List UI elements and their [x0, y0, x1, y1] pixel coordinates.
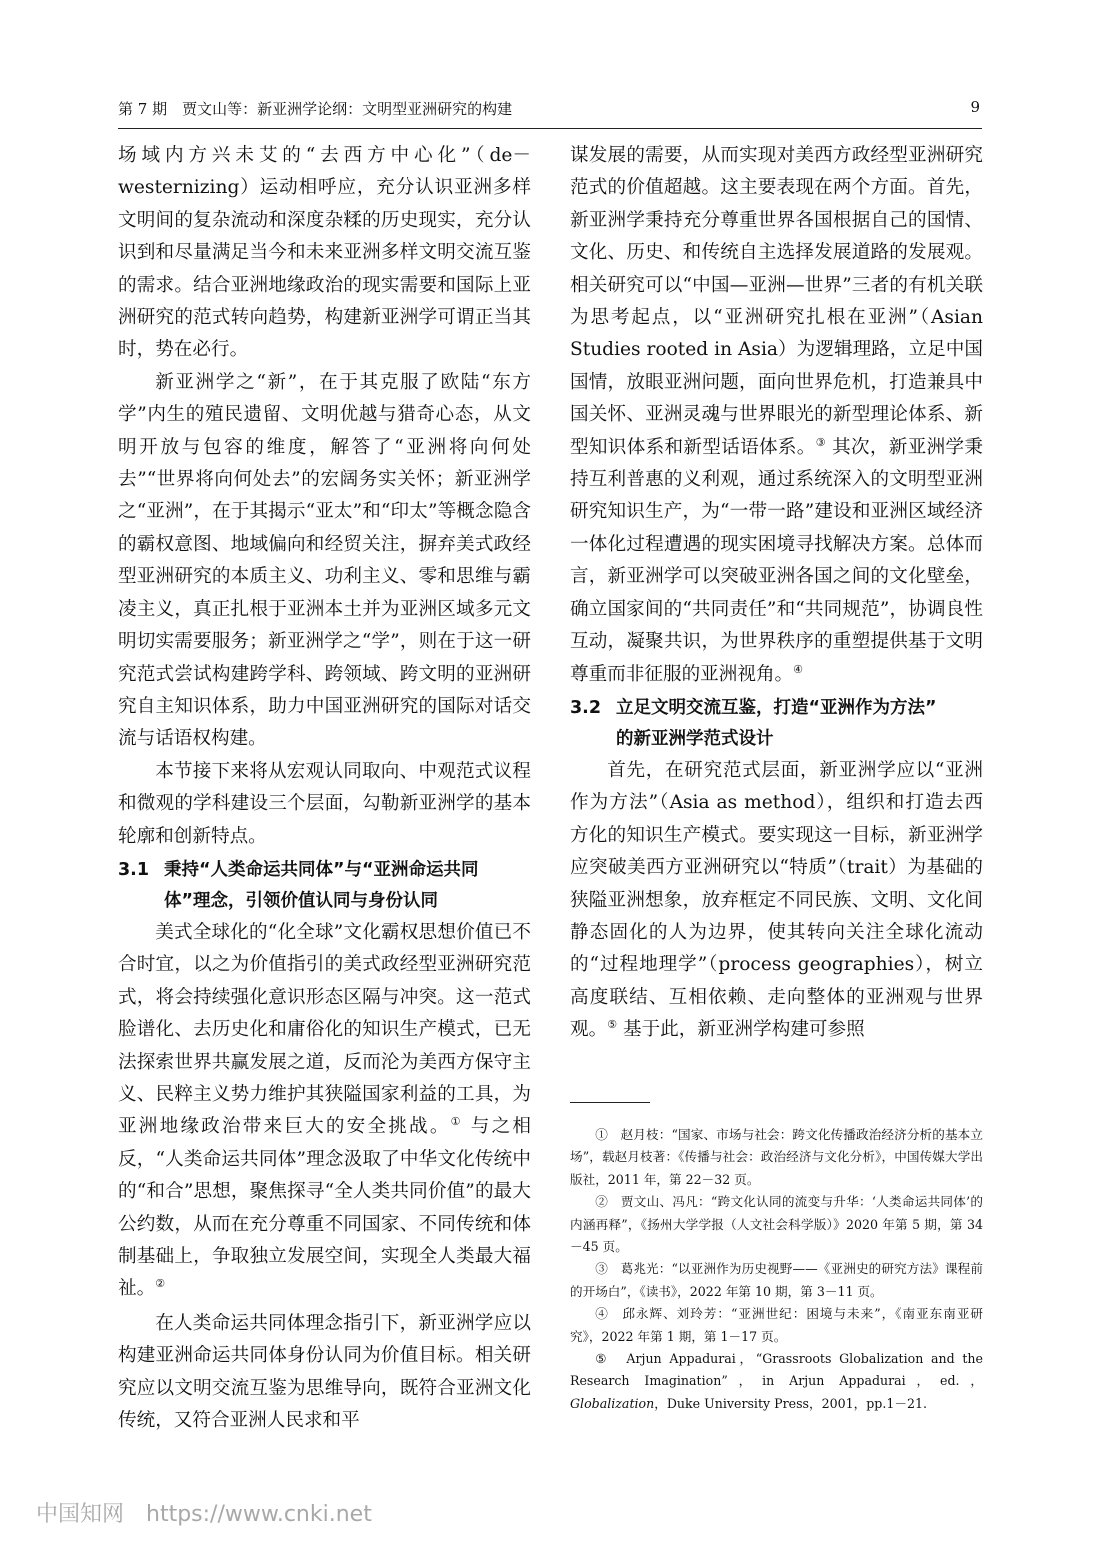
- footnote-divider: [570, 1102, 650, 1103]
- section-heading-line: 体”理念，引领价值认同与身份认同: [164, 890, 439, 911]
- paragraph-text: 与之相反，“人类命运共同体”理念汲取了中华文化传统中的“和合”思想，聚焦探寻“全人类共同价值”的最大公约数，从而在充分尊重不同国家、不同传统和体制基础上，争取独立发展空间，实现全人类最大福祉。: [118, 1116, 531, 1300]
- footnote-ref-1[interactable]: ①: [450, 1115, 463, 1129]
- paragraph: [118, 917, 531, 1306]
- section-heading-line: 立足文明交流互鉴，打造“亚洲作为方法”: [616, 697, 937, 718]
- paragraph-text: 谋发展的需要，从而实现对美西方政经型亚洲研究范式的价值超越。这主要表现在两个方面。首先，新亚洲学秉持充分尊重世界各国根据自己的国情、文化、历史、和传统自主选择发展道路的发展观。相关研究可以“中国—亚洲—世界”三者的有机关联为思考起点，以“亚洲研究扎根在亚洲”（Asian Studies rooted in Asia）为逻辑理路，立足中国国情，放眼亚洲问题，面向世界危机，打造兼具中国关怀、亚洲灵魂与世界眼光的新型理论体系、新型知识体系和新型话语体系。: [570, 145, 983, 458]
- footnote-text: ⑤ Arjun Appadurai，“Grassroots Globalization and the Research Imagination”，in Arjun Appadurai，ed.，: [570, 1351, 983, 1389]
- section-number: 3.1: [118, 859, 150, 880]
- cnki-watermark: [36, 1497, 372, 1528]
- paragraph: 新亚洲学之“新”，在于其克服了欧陆“东方学”内生的殖民遗留、文明优越与猎奇心态，从文明开放与包容的维度，解答了“亚洲将向何处去”“世界将向何处去”的宏阔务实关怀；新亚洲学之“亚洲”，在于其揭示“亚太”和“印太”等概念隐含的霸权意图、地域偏向和经贸关注，摒弃美式政经型亚洲研究的本质主义、功利主义、零和思维与霸凌主义，真正扎根于亚洲本土并为亚洲区域多元文明切实需要服务；新亚洲学之“学”，则在于这一研究范式尝试构建跨学科、跨领域、跨文明的亚洲研究自主知识体系，助力中国亚洲研究的国际对话交流与话语权构建。: [118, 371, 531, 750]
- footnote-4: ④ 邱永辉、刘玲芳：“亚洲世纪：困境与未来”，《南亚东南亚研究》，2022 年第 1 期，第 1－17 页。: [570, 1306, 983, 1344]
- section-heading-line: 秉持“人类命运共同体”与“亚洲命运共同: [164, 859, 479, 880]
- section-heading-3-2: [570, 693, 983, 755]
- footnote-ref-4[interactable]: ④: [793, 662, 804, 676]
- paragraph-text: 基于此，新亚洲学构建可参照: [617, 1019, 865, 1041]
- footnote-book-title: Globalization: [570, 1395, 655, 1411]
- left-column: [118, 140, 531, 1437]
- paragraph-text: 美式全球化的“化全球”文化霸权思想价值已不合时宜，以之为价值指引的美式政经型亚洲研究范式，将会持续强化意识形态区隔与冲突。这一范式脸谱化、去历史化和庸俗化的知识生产模式，已无法探索世界共赢发展之道，反而沦为美西方保守主义、民粹主义势力维护其狭隘国家利益的工具，为亚洲地缘政治带来巨大的安全挑战。: [118, 921, 531, 1138]
- paragraph: 场域内方兴未艾的“去西方中心化”（de－westernizing）运动相呼应，充分认识亚洲多样文明间的复杂流动和深度杂糅的历史现实，充分认识到和尽量满足当今和未来亚洲多样文明交流互鉴的需求。结合亚洲地缘政治的现实需要和国际上亚洲研究的范式转向趋势，构建新亚洲学可谓正当其时，势在必行。: [118, 145, 531, 361]
- paragraph: 本节接下来将从宏观认同取向、中观范式议程和微观的学科建设三个层面，勾勒新亚洲学的基本轮廓和创新特点。: [118, 760, 531, 847]
- footnote-text: ，Duke University Press，2001，pp.1－21.: [654, 1395, 928, 1411]
- footnote-5: [570, 1348, 983, 1415]
- footnote-1: ① 赵月枝：“国家、市场与社会：跨文化传播政治经济分析的基本立场”，载赵月枝著：《传播与社会：政治经济与文化分析》，中国传媒大学出版社，2011 年，第 22－32 页。: [570, 1127, 983, 1187]
- paragraph-text: 首先，在研究范式层面，新亚洲学应以“亚洲作为方法”（Asia as method），组织和打造去西方化的知识生产模式。要实现这一目标，新亚洲学应突破美西方亚洲研究以“特质”（trait）为基础的狭隘亚洲想象，放弃框定不同民族、文明、文化间静态固化的人为边界，使其转向关注全球化流动的“过程地理学”（process geographies），树立高度联结、互相依赖、走向整体的亚洲观与世界观。: [570, 759, 983, 1041]
- watermark-brand: 中国知网: [36, 1502, 125, 1527]
- running-header: [118, 92, 982, 129]
- footnote-ref-3[interactable]: ③: [815, 435, 826, 449]
- footnotes: [570, 1124, 983, 1415]
- footnote-2: ② 贾文山、冯凡：“跨文化认同的流变与升华：‘人类命运共同体’的内涵再释”，《扬州大学学报（人文社会科学版）》2020 年第 5 期，第 34－45 页。: [570, 1194, 983, 1255]
- page-number: 9: [970, 98, 980, 116]
- section-number: 3.2: [570, 697, 602, 718]
- paragraph: 在人类命运共同体理念指引下，新亚洲学应以构建亚洲命运共同体身份认同为价值目标。相关研究应以文明交流互鉴为思维导向，既符合亚洲文化传统，又符合亚洲人民求和平: [118, 1312, 531, 1432]
- footnote-ref-2[interactable]: ②: [155, 1277, 166, 1291]
- footnote-ref-5[interactable]: ⑤: [607, 1017, 618, 1031]
- paragraph: [570, 755, 983, 1047]
- section-heading-line: 的新亚洲学范式设计: [616, 728, 774, 749]
- header-title: 第 7 期 贾文山等：新亚洲学论纲：文明型亚洲研究的构建: [118, 100, 513, 118]
- footnote-3: ③ 葛兆光：“以亚洲作为历史视野——《亚洲史的研究方法》课程前的开场白”，《读书》，2022 年第 10 期，第 3－11 页。: [570, 1261, 983, 1299]
- paragraph: [570, 140, 983, 691]
- watermark-url[interactable]: https://www.cnki.net: [146, 1502, 372, 1527]
- right-column: [570, 140, 983, 1047]
- section-heading-3-1: [118, 855, 531, 917]
- paragraph-text: 其次，新亚洲学秉持互利普惠的义利观，通过系统深入的文明型亚洲研究知识生产，为“一带一路”建设和亚洲区域经济一体化过程遭遇的现实困境寻找解决方案。总体而言，新亚洲学可以突破亚洲各国之间的文化壁垒，确立国家间的“共同责任”和“共同规范”，协调良性互动，凝聚共识，为世界秩序的重塑提供基于文明尊重而非征服的亚洲视角。: [570, 436, 983, 685]
